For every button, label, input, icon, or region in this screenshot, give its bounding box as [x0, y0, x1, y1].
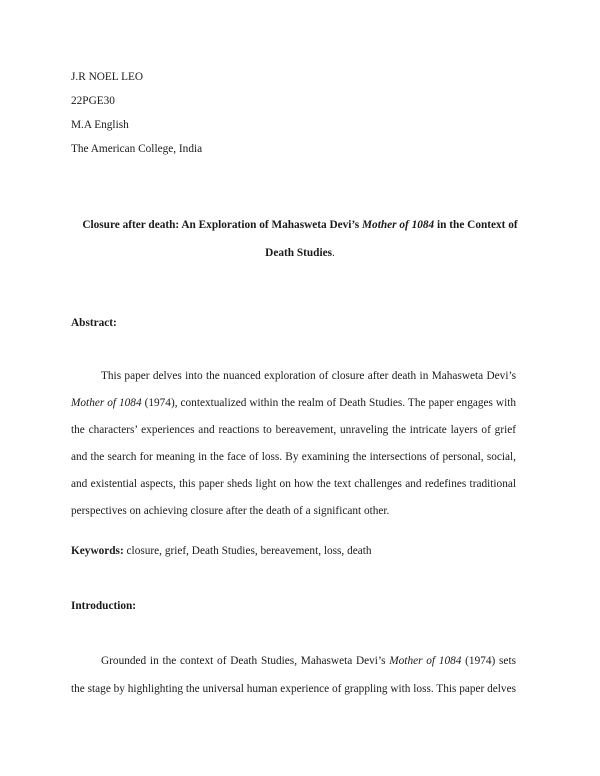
author-name: J.R NOEL LEO [71, 71, 144, 83]
abstract-line: This paper delves into the nuanced exploration of closure after death in Mahasweta Devi’s [101, 370, 516, 382]
abstract-line: the characters’ experiences and reactions to bereavement, unraveling the intricate layers of grief [71, 424, 516, 436]
college: The American College, India [71, 143, 203, 155]
program: M.A English [71, 119, 129, 131]
keywords [71, 546, 372, 557]
keywords-text: closure, grief, Death Studies, bereavement, loss, death [123, 545, 372, 557]
paper-title-line-1: Closure after death: An Exploration of Mahasweta Devi’s Mother of 1084 in the Context of [82, 219, 518, 231]
paper-title-line-2: Death Studies. [265, 247, 335, 259]
abstract-line: and the search for meaning in the face of loss. By examining the intersections of personal, social, [71, 451, 516, 463]
keywords-label: Keywords: [71, 545, 124, 557]
introduction-line: the stage by highlighting the universal human experience of grappling with loss. This paper delves [71, 683, 516, 695]
introduction-line: Grounded in the context of Death Studies, Mahasweta Devi’s Mother of 1084 (1974) sets [101, 655, 516, 667]
abstract-line: perspectives on achieving closure after the death of a significant other. [71, 505, 390, 517]
abstract-heading: Abstract: [71, 317, 117, 329]
abstract-line: and existential aspects, this paper sheds light on how the text challenges and redefines traditional [71, 478, 516, 490]
abstract-line: Mother of 1084 (1974), contextualized within the realm of Death Studies. The paper engages with [71, 397, 516, 409]
student-id: 22PGE30 [71, 95, 115, 107]
introduction-heading: Introduction: [71, 600, 137, 612]
